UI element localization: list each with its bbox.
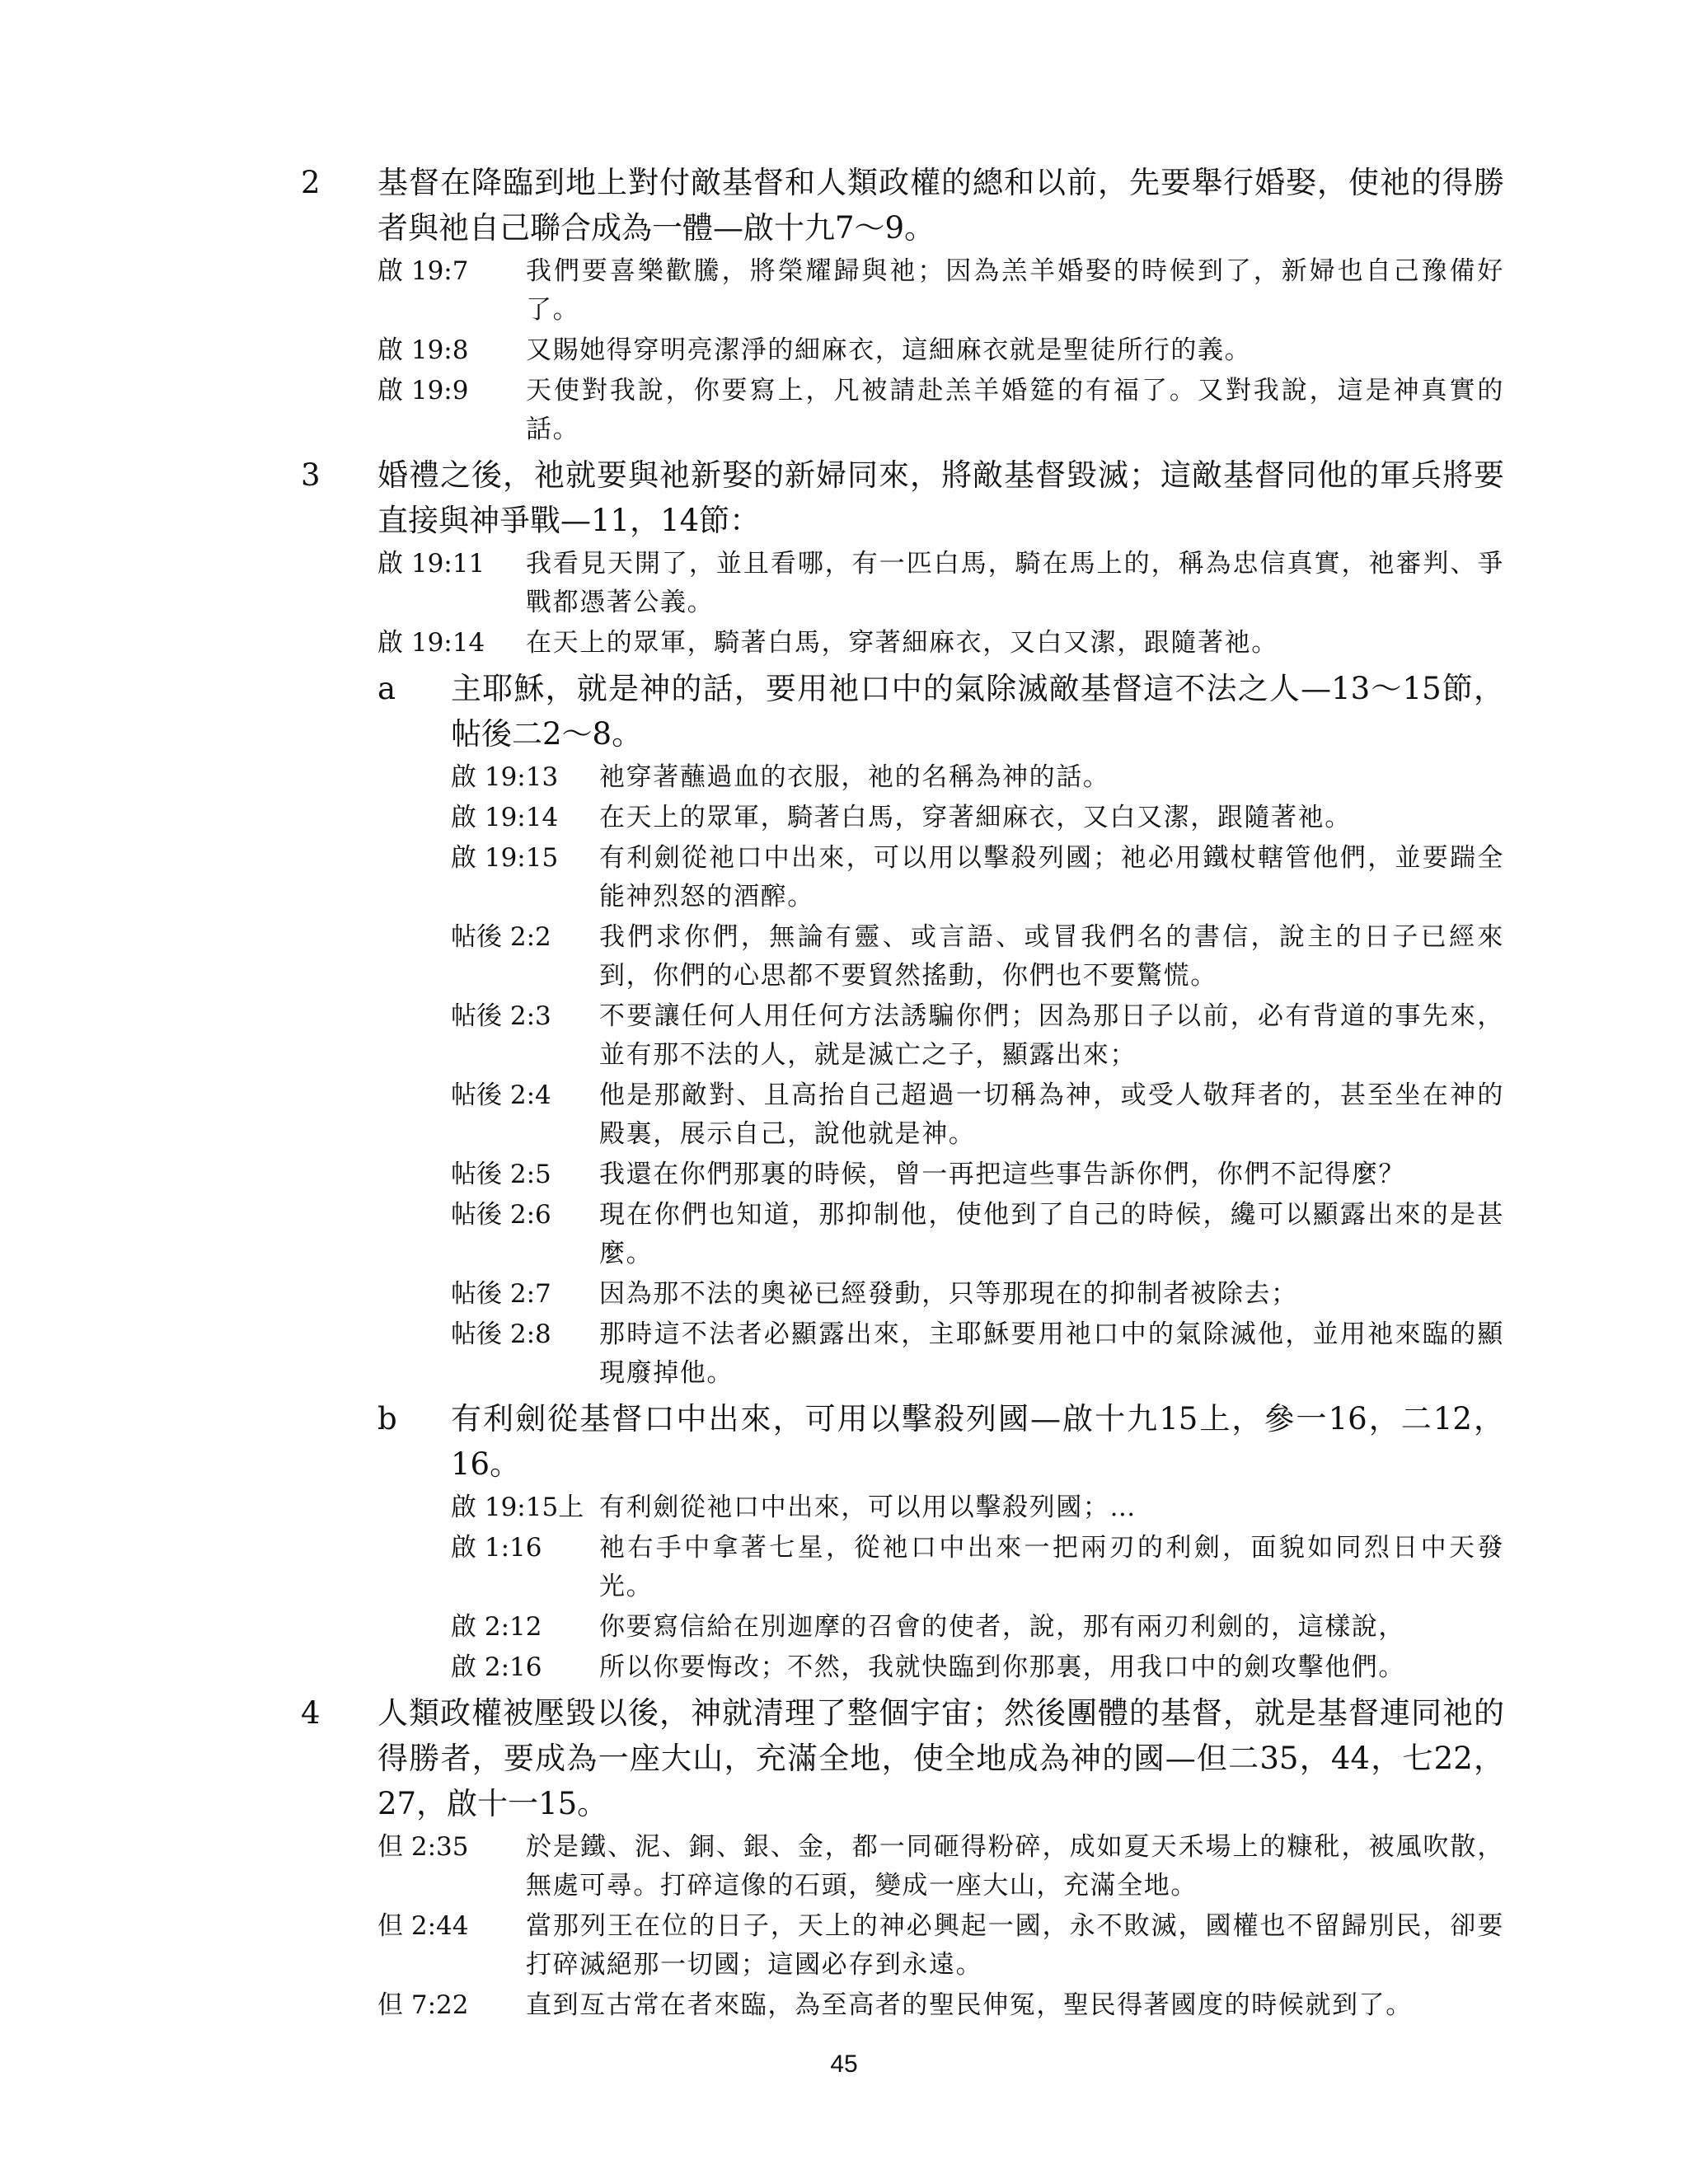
outline-subpoint [377, 666, 1504, 757]
verse-reference: 啟 19:8 [377, 335, 469, 365]
page-number: 45 [830, 2050, 858, 2078]
verse-entry [377, 624, 1504, 663]
verse-reference: 啟 19:11 [377, 549, 485, 579]
verse-text: 因為那不法的奧祕已經發動，只等那現在的抑制者被除去； [599, 1279, 1298, 1309]
outline-point-text: 基督在降臨到地上對付敵基督和人類政權的總和以前，先要舉行婚娶，使祂的得勝者與祂自己聯合成為一體—啟十九7～9。 [377, 165, 1504, 246]
outline-point-number: 2 [301, 165, 321, 200]
outline-subpoint-text: 有利劍從基督口中出來，可用以擊殺列國—啟十九15上，參一16，二12，16。 [451, 1401, 1504, 1482]
verse-text: 不要讓任何人用任何方法誘騙你們；因為那日子以前，必有背道的事先來，並有那不法的人，就是滅亡之子，顯露出來； [599, 1001, 1504, 1070]
verse-text: 我們要喜樂歡騰，將榮耀歸與祂；因為羔羊婚娶的時候到了，新婦也自己豫備好了。 [526, 256, 1504, 325]
verse-reference: 啟 19:13 [451, 762, 559, 792]
verse-text: 現在你們也知道，那抑制他，使他到了自己的時候，纔可以顯露出來的是甚麼。 [599, 1200, 1504, 1268]
verse-text: 他是那敵對、且高抬自己超過一切稱為神，或受人敬拜者的，甚至坐在神的殿裏，展示自己，說他就是神。 [599, 1080, 1504, 1149]
outline-point [301, 452, 1504, 543]
verse-entry [451, 799, 1504, 837]
verse-reference: 帖後 2:5 [451, 1160, 551, 1189]
verse-entry [451, 758, 1504, 797]
verse-reference: 但 7:22 [377, 1990, 469, 2020]
verse-text: 當那列王在位的日子，天上的神必興起一國，永不敗滅，國權也不留歸別民，卻要打碎滅絕那一切國；這國必存到永遠。 [526, 1911, 1504, 1980]
outline-subpoint-text: 主耶穌，就是神的話，要用祂口中的氣除滅敵基督這不法之人—13～15節，帖後二2～8。 [451, 671, 1504, 752]
verse-entry [451, 1648, 1504, 1687]
verse-entry [451, 1608, 1504, 1647]
verse-entry [377, 1828, 1504, 1905]
verse-reference: 啟 1:16 [451, 1533, 542, 1563]
verse-text: 在天上的眾軍，騎著白馬，穿著細麻衣，又白又潔，跟隨著祂。 [599, 803, 1352, 832]
verse-entry [377, 545, 1504, 622]
verse-entry [451, 839, 1504, 916]
verse-reference: 帖後 2:2 [451, 922, 551, 952]
verse-reference: 啟 19:15上 [451, 1493, 584, 1522]
verse-entry [451, 1076, 1504, 1154]
verse-entry [451, 997, 1504, 1075]
verse-text: 祂右手中拿著七星，從祂口中出來一把兩刃的利劍，面貌如同烈日中天發光。 [599, 1533, 1504, 1601]
verse-reference: 啟 19:14 [451, 803, 559, 832]
verse-entry [377, 331, 1504, 370]
verse-entry [451, 1155, 1504, 1194]
verse-reference: 帖後 2:4 [451, 1080, 551, 1110]
verse-text: 我看見天開了，並且看哪，有一匹白馬，騎在馬上的，稱為忠信真實，祂審判、爭戰都憑著公義。 [526, 549, 1504, 617]
verse-text: 所以你要悔改；不然，我就快臨到你那裏，用我口中的劍攻擊他們。 [599, 1652, 1405, 1682]
verse-text: 於是鐵、泥、銅、銀、金，都一同砸得粉碎，成如夏天禾場上的糠秕，被風吹散，無處可尋。打碎這像的石頭，變成一座大山，充滿全地。 [526, 1832, 1504, 1900]
verse-text: 天使對我說，你要寫上，凡被請赴羔羊婚筵的有福了。又對我說，這是神真實的話。 [526, 376, 1504, 444]
outline-point-number: 3 [301, 457, 321, 493]
verse-entry [451, 1488, 1504, 1527]
verse-text: 我們求你們，無論有靈、或言語、或冒我們名的書信，說主的日子已經來到，你們的心思都不要貿然搖動，你們也不要驚慌。 [599, 922, 1504, 991]
outline-point-text: 人類政權被壓毀以後，神就清理了整個宇宙；然後團體的基督，就是基督連同祂的得勝者，要成為一座大山，充滿全地，使全地成為神的國—但二35，44，七22，27，啟十一15。 [377, 1695, 1504, 1821]
verse-reference: 啟 19:7 [377, 256, 469, 286]
outline-point-text: 婚禮之後，祂就要與祂新娶的新婦同來，將敵基督毀滅；這敵基督同他的軍兵將要直接與神爭戰—11，14節： [377, 457, 1504, 538]
verse-entry [377, 1986, 1504, 2025]
outline-content [301, 157, 1504, 2025]
verse-text: 有利劍從祂口中出來，可以用以擊殺列國；祂必用鐵杖轄管他們，並要踹全能神烈怒的酒醡。 [599, 843, 1504, 912]
verse-text: 我還在你們那裏的時候，曾一再把這些事告訴你們，你們不記得麼？ [599, 1160, 1405, 1189]
verse-text: 祂穿著蘸過血的衣服，祂的名稱為神的話。 [599, 762, 1110, 792]
verse-reference: 啟 2:12 [451, 1612, 542, 1642]
verse-entry [451, 918, 1504, 996]
outline-subpoint-letter: a [377, 671, 396, 706]
outline-point [301, 160, 1504, 251]
verse-entry [451, 1196, 1504, 1273]
verse-reference: 帖後 2:6 [451, 1200, 551, 1230]
verse-text: 又賜她得穿明亮潔淨的細麻衣，這細麻衣就是聖徒所行的義。 [526, 335, 1252, 365]
outline-subpoint-letter: b [377, 1401, 397, 1436]
verse-reference: 啟 19:14 [377, 628, 485, 658]
verse-reference: 帖後 2:7 [451, 1279, 551, 1309]
outline-point [301, 1690, 1504, 1826]
verse-entry [377, 372, 1504, 449]
outline-point-number: 4 [301, 1695, 321, 1731]
verse-entry [377, 1907, 1504, 1985]
verse-reference: 啟 2:16 [451, 1652, 542, 1682]
verse-entry [377, 252, 1504, 330]
verse-entry [451, 1315, 1504, 1393]
verse-text: 在天上的眾軍，騎著白馬，穿著細麻衣，又白又潔，跟隨著祂。 [526, 628, 1278, 658]
verse-reference: 帖後 2:8 [451, 1319, 551, 1349]
verse-text: 直到亙古常在者來臨，為至高者的聖民伸冤，聖民得著國度的時候就到了。 [526, 1990, 1413, 2020]
verse-reference: 帖後 2:3 [451, 1001, 551, 1031]
verse-text: 那時這不法者必顯露出來，主耶穌要用祂口中的氣除滅他，並用祂來臨的顯現廢掉他。 [599, 1319, 1504, 1388]
verse-entry [451, 1529, 1504, 1606]
verse-reference: 啟 19:15 [451, 843, 559, 873]
verse-reference: 啟 19:9 [377, 376, 469, 405]
verse-entry [451, 1275, 1504, 1314]
verse-reference: 但 2:35 [377, 1832, 469, 1862]
verse-reference: 但 2:44 [377, 1911, 469, 1941]
outline-subpoint [377, 1396, 1504, 1487]
verse-text: 有利劍從祂口中出來，可以用以擊殺列國；… [599, 1493, 1137, 1522]
verse-text: 你要寫信給在別迦摩的召會的使者，說，那有兩刃利劍的，這樣說， [599, 1612, 1405, 1642]
